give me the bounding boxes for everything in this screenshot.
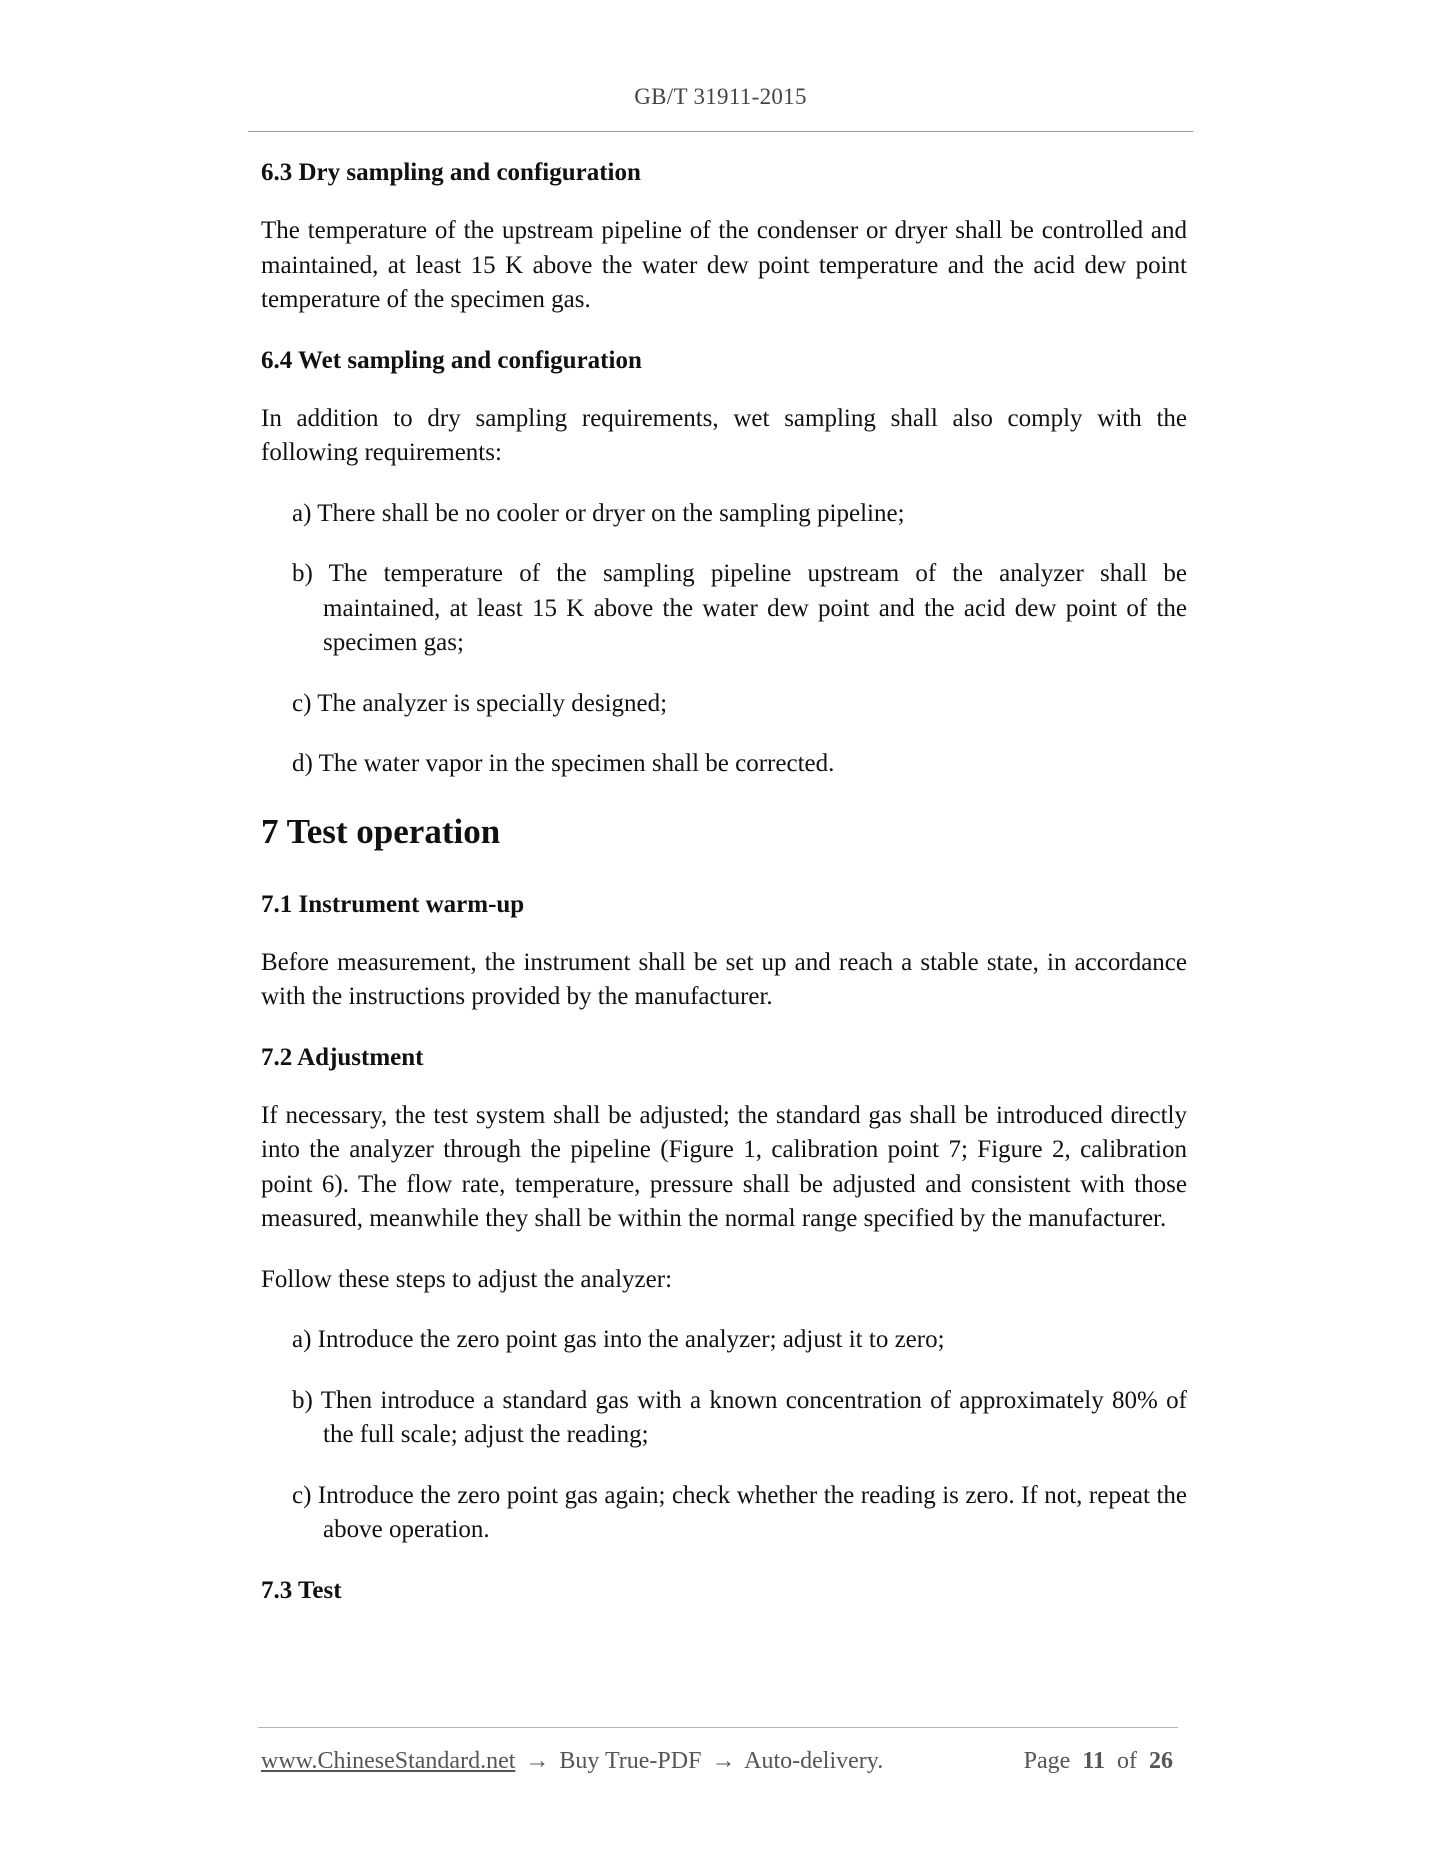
section-7-2-paragraph: If necessary, the test system shall be adjusted; the standard gas shall be introduced directly into the analyzer through the pipeline (Figure 1, calibration point 7; Figure 2, calibration point 6). The flow rate, temperature, pressure shall be adjusted and consistent with those measured, meanwhile they shall be within the normal range specified by the manufacturer. xyxy=(261,1101,1187,1232)
page-header: GB/T 31911-2015 xyxy=(634,84,807,109)
section-7-2-item-b: b) Then introduce a standard gas with a known concentration of approximately 80% of the full scale; adjust the reading; xyxy=(292,1386,1187,1448)
section-6-4-item-a: a) There shall be no cooler or dryer on the sampling pipeline; xyxy=(292,499,905,527)
section-6-3-heading: 6.3 Dry sampling and configuration xyxy=(261,159,641,186)
section-6-4-item-d: d) The water vapor in the specimen shall be corrected. xyxy=(292,750,835,777)
section-7-3-heading: 7.3 Test xyxy=(261,1576,342,1604)
section-7-1-heading: 7.1 Instrument warm-up xyxy=(261,890,525,918)
section-6-3-paragraph: The temperature of the upstream pipeline of the condenser or dryer shall be controlled and maintained, at least 15 K above the water dew point temperature and the acid dew point temperature of the specimen gas. xyxy=(261,217,1187,313)
footer-left xyxy=(261,1748,883,1775)
auto-delivery-text: Auto-delivery. xyxy=(744,1748,884,1774)
chinesestandard-link[interactable]: www.ChineseStandard.net xyxy=(261,1748,516,1774)
arrow-right-icon: → xyxy=(525,1748,550,1774)
page-body xyxy=(261,156,1187,1632)
section-7-2-item-c: c) Introduce the zero point gas again; check whether the reading is zero. If not, repeat the above operation. xyxy=(292,1481,1187,1543)
arrow-right-icon: → xyxy=(711,1748,736,1774)
page-indicator xyxy=(1024,1748,1177,1775)
section-6-4-item-c: c) The analyzer is specially designed; xyxy=(292,689,668,717)
header-divider xyxy=(248,131,1193,132)
page-footer xyxy=(261,1748,1177,1775)
section-7-heading: 7 Test operation xyxy=(261,811,501,851)
section-6-4-heading: 6.4 Wet sampling and configuration xyxy=(261,346,642,374)
of-label: of xyxy=(1117,1748,1137,1774)
section-7-2-steps-intro: Follow these steps to adjust the analyzer: xyxy=(261,1265,673,1293)
section-7-2-heading: 7.2 Adjustment xyxy=(261,1043,424,1071)
page-label: Page xyxy=(1023,1748,1071,1774)
section-6-4-paragraph: In addition to dry sampling requirements, wet sampling shall also comply with the following requirements: xyxy=(261,404,1187,466)
current-page-number: 11 xyxy=(1082,1748,1105,1774)
buy-pdf-text: Buy True-PDF xyxy=(559,1748,702,1774)
total-pages-number: 26 xyxy=(1149,1748,1173,1774)
footer-divider xyxy=(258,1727,1178,1728)
section-7-2-item-a: a) Introduce the zero point gas into the analyzer; adjust it to zero; xyxy=(292,1326,945,1353)
section-7-1-paragraph: Before measurement, the instrument shall be set up and reach a stable state, in accordance with the instructions provided by the manufacturer. xyxy=(261,948,1187,1010)
section-6-4-item-b: b) The temperature of the sampling pipeline upstream of the analyzer shall be maintained, at least 15 K above the water dew point and the acid dew point of the specimen gas; xyxy=(292,560,1187,656)
